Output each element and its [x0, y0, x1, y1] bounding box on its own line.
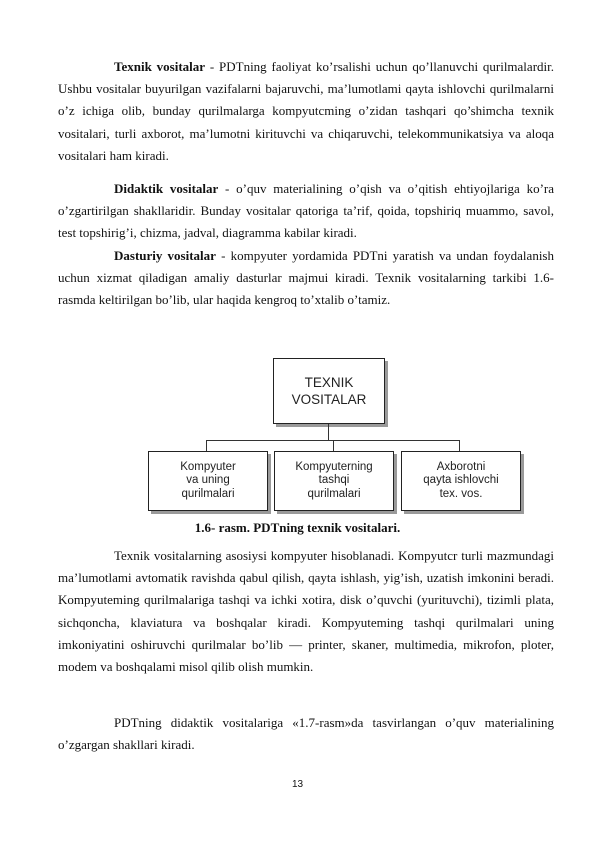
figure-caption: 1.6- rasm. PDTning texnik vositalari.	[194, 520, 401, 535]
paragraph-didactic-tools	[58, 178, 554, 245]
box-line3: qurilmalari	[307, 487, 361, 500]
diagram-box-external-devices	[274, 451, 394, 511]
box-line1: Axborotni	[436, 460, 486, 473]
diagram-box-computer	[148, 451, 268, 511]
term-didactic-tools: Didaktik vositalar	[114, 181, 219, 196]
box-line1: Kompyuterning	[295, 460, 373, 473]
connector-left	[206, 440, 207, 451]
box-line3: tex. vos.	[439, 487, 483, 500]
term-software-tools: Dasturiy vositalar	[114, 248, 216, 263]
diagram-box-processing-tools	[401, 451, 521, 511]
diagram-root-line2: VOSITALAR	[291, 392, 367, 407]
connector-middle	[333, 440, 334, 451]
connector-right	[459, 440, 460, 451]
technical-tools-diagram	[148, 356, 520, 514]
connector-vertical	[328, 424, 329, 440]
paragraph-text: - o’quv materialining o’qish va o’qitish ehtiyojlariga ko’ra o’zgartirilgan shakllaridir. Bunday vositalar qatoriga ta’rif, qoida, topshiriq muammo, savol, test topshirig’i, chizma, jadval, diagramma kabilar kiradi.	[58, 181, 554, 241]
paragraph-text: PDTning didaktik vositalariga «1.7-rasm»da tasvirlangan o’quv materialining o’zgargan shakllari kiradi.	[58, 715, 554, 753]
paragraph-computer	[58, 545, 554, 678]
box-line3: qurilmalari	[181, 487, 235, 500]
paragraph-technical-tools	[58, 56, 554, 167]
paragraph-text: Texnik vositalarning asosiysi kompyuter hisoblanadi. Kompyutcr turli mazmundagi ma’lumotlami avtomatik ravishda qabul qilish, qayta ishlash, yig’ish, uzatish imkonini beradi. Kompyuteming qurilmalariga tashqi va ichki xotira, disk o’quvchi (yurituvchi), tizimli plata, sichqoncha, klaviatura va boshqalar kiradi. Kompyuteming tashqi qurilmalari uning imkoniyatini oshiruvchi qurilmalar bo’lib — printer, skaner, multimedia, mikrofon, ploter, modem va boshqalami misol qilib olish mumkin.	[58, 548, 554, 675]
term-technical-tools: Texnik vositalar	[114, 59, 206, 74]
box-line1: Kompyuter	[180, 460, 236, 473]
paragraph-text: - PDTning faoliyat ko’rsalishi uchun qo’llanuvchi qurilmalardir. Ushbu vositalar buyurilgan vazifalarni bajaruvchi, ma’lumotlami qayta ishlovchi qurilmalarni o’z ichiga olib, bunday qurilmalarga kompyutcming o’zidan tashqari qo’shimcha texnik vositalari, turli axborot, ma’lumotni kirituvchi va chiqaruvchi, telekommunikatsiya va aloqa vositalari ham kiradi.	[58, 59, 554, 163]
box-line2: va uning	[186, 474, 230, 487]
box-line2: tashqi	[318, 474, 350, 487]
box-line2: qayta ishlovchi	[423, 474, 499, 487]
paragraph-didactic-forms	[58, 712, 554, 756]
paragraph-text: - kompyuter yordamida PDTni yaratish va undan foydalanish uchun xizmat qiladigan amaliy dasturlar majmui kiradi. Texnik vositalarning tarkibi 1.6-rasmda keltirilgan bo’lib, ular haqida kengroq to’xtalib o’tamiz.	[58, 248, 554, 308]
diagram-root-box	[273, 358, 385, 424]
paragraph-software-tools	[58, 245, 554, 312]
page-number: 13	[291, 779, 304, 790]
diagram-root-line1: TEXNIK	[304, 375, 354, 390]
